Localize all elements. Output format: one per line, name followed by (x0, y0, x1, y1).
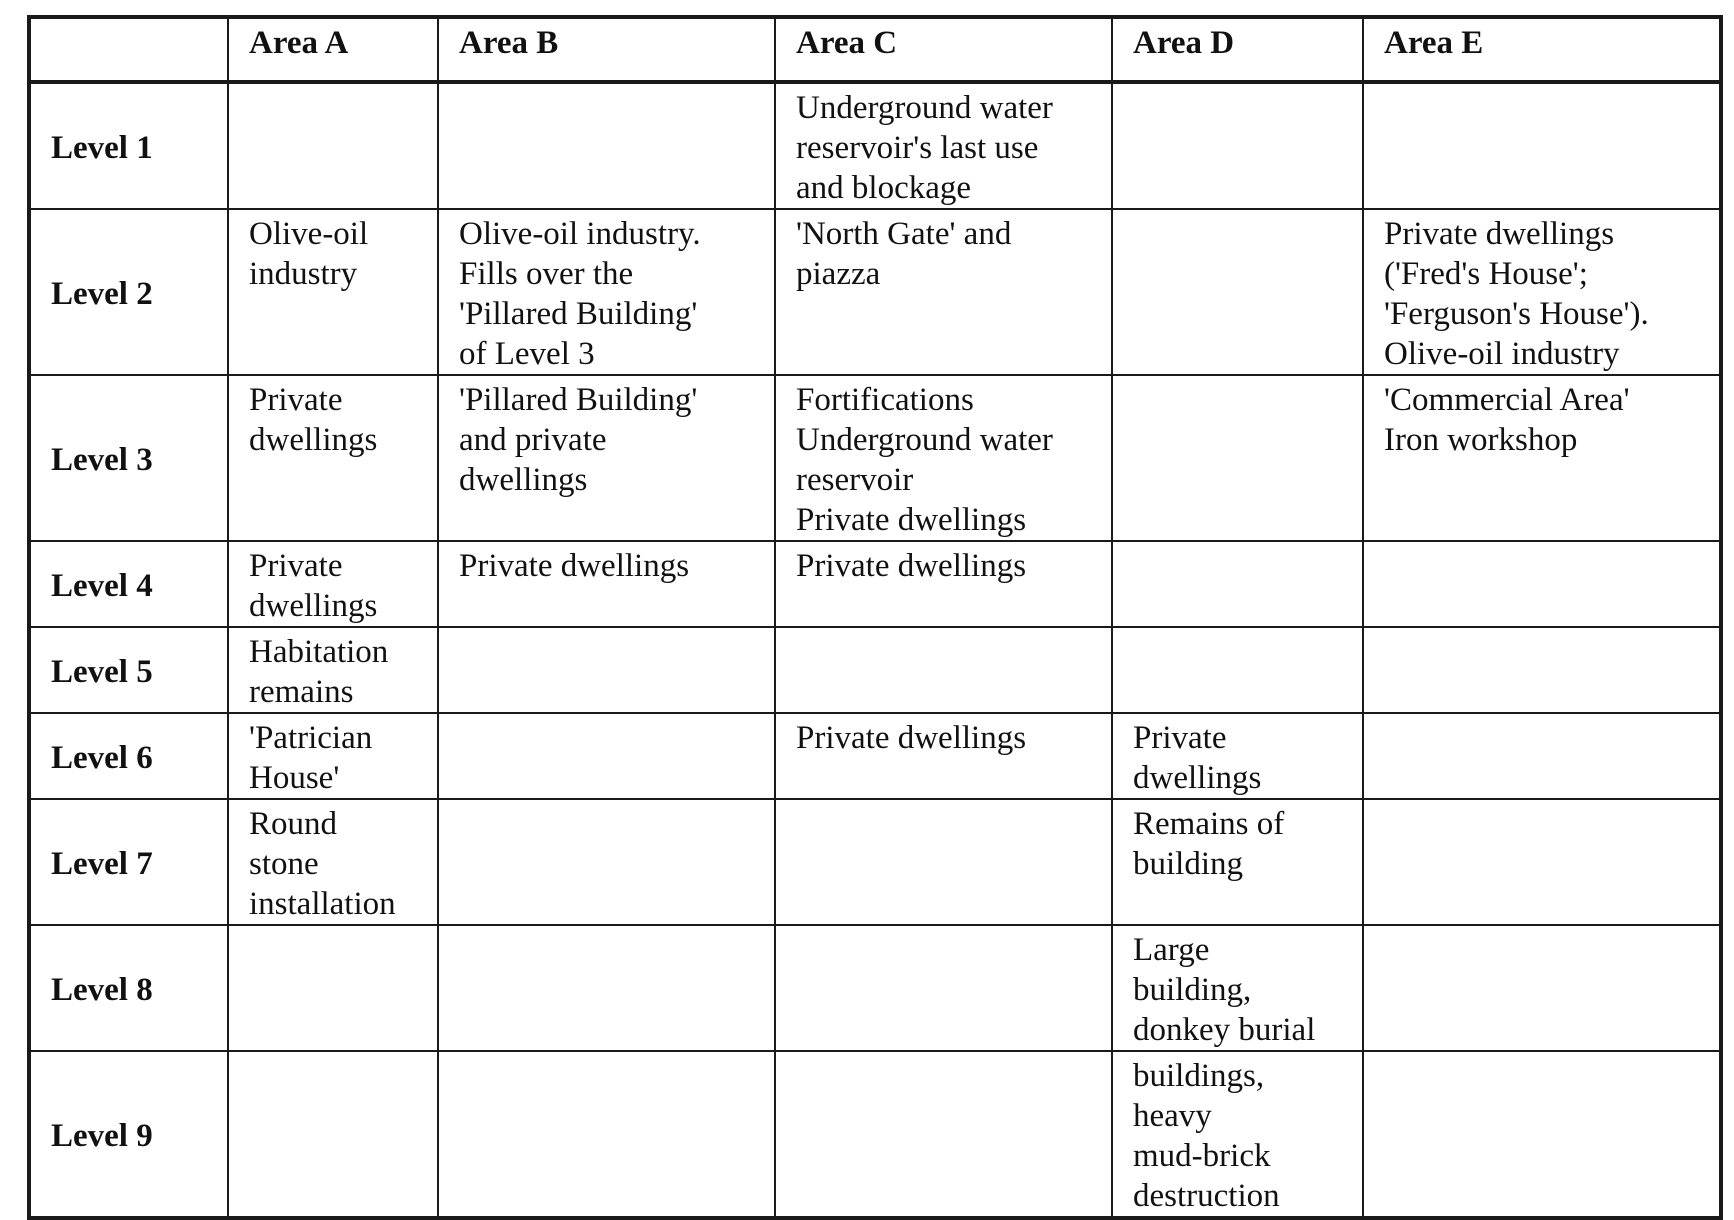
header-area-e: Area E (1363, 17, 1721, 82)
table-row (29, 375, 1721, 541)
table-cell (438, 82, 775, 209)
table-row (29, 541, 1721, 627)
table-cell (1363, 925, 1721, 1051)
table-cell (1112, 82, 1363, 209)
row-label: Level 3 (29, 375, 228, 541)
table-cell (775, 925, 1112, 1051)
table-cell: Olive-oil industry. Fills over the 'Pillared Building' of Level 3 (438, 209, 775, 375)
table-cell (228, 925, 438, 1051)
row-label: Level 2 (29, 209, 228, 375)
table-cell: Private dwellings (775, 541, 1112, 627)
table-cell (1363, 713, 1721, 799)
corner-cell (29, 17, 228, 82)
table-cell: Private dwellings (438, 541, 775, 627)
table-cell (228, 82, 438, 209)
table-row (29, 1051, 1721, 1218)
header-area-a: Area A (228, 17, 438, 82)
table-cell (1363, 627, 1721, 713)
table-cell (1112, 627, 1363, 713)
table-row (29, 209, 1721, 375)
table-cell: Underground water reservoir's last use and blockage (775, 82, 1112, 209)
table-cell: Private dwellings (228, 541, 438, 627)
table-row (29, 925, 1721, 1051)
row-label: Level 7 (29, 799, 228, 925)
table-row (29, 627, 1721, 713)
table-cell: Private dwellings (775, 713, 1112, 799)
table-cell (438, 627, 775, 713)
table-cell (1363, 1051, 1721, 1218)
table-cell: Habitation remains (228, 627, 438, 713)
table-row (29, 82, 1721, 209)
table-cell (1363, 799, 1721, 925)
table-cell: Large building, donkey burial (1112, 925, 1363, 1051)
table-cell (775, 799, 1112, 925)
table-cell: 'North Gate' and piazza (775, 209, 1112, 375)
table-cell: 'Commercial Area' Iron workshop (1363, 375, 1721, 541)
table-cell (1112, 541, 1363, 627)
row-label: Level 5 (29, 627, 228, 713)
table-cell (1363, 82, 1721, 209)
table-cell: Olive-oil industry (228, 209, 438, 375)
table-row (29, 713, 1721, 799)
table-cell: Round stone installation (228, 799, 438, 925)
row-label: Level 1 (29, 82, 228, 209)
header-area-c: Area C (775, 17, 1112, 82)
row-label: Level 6 (29, 713, 228, 799)
header-area-d: Area D (1112, 17, 1363, 82)
levels-areas-table (27, 15, 1723, 1220)
table-cell: Private dwellings (228, 375, 438, 541)
table-cell: Private dwellings (1112, 713, 1363, 799)
table-cell (775, 1051, 1112, 1218)
table-cell (438, 713, 775, 799)
table-cell: Private dwellings ('Fred's House'; 'Ferguson's House'). Olive-oil industry (1363, 209, 1721, 375)
row-label: Level 8 (29, 925, 228, 1051)
row-label: Level 4 (29, 541, 228, 627)
table-cell (438, 1051, 775, 1218)
table-cell (1112, 375, 1363, 541)
row-label: Level 9 (29, 1051, 228, 1218)
table-cell: 'Pillared Building' and private dwellings (438, 375, 775, 541)
table-cell: Fortifications Underground water reservoir Private dwellings (775, 375, 1112, 541)
table-cell: buildings, heavy mud-brick destruction (1112, 1051, 1363, 1218)
table-cell: Remains of building (1112, 799, 1363, 925)
table-cell: 'Patrician House' (228, 713, 438, 799)
table-row (29, 799, 1721, 925)
table-cell (228, 1051, 438, 1218)
table-cell (1363, 541, 1721, 627)
table-cell (1112, 209, 1363, 375)
table-cell (775, 627, 1112, 713)
header-area-b: Area B (438, 17, 775, 82)
header-row (29, 17, 1721, 82)
table-cell (438, 925, 775, 1051)
table-cell (438, 799, 775, 925)
